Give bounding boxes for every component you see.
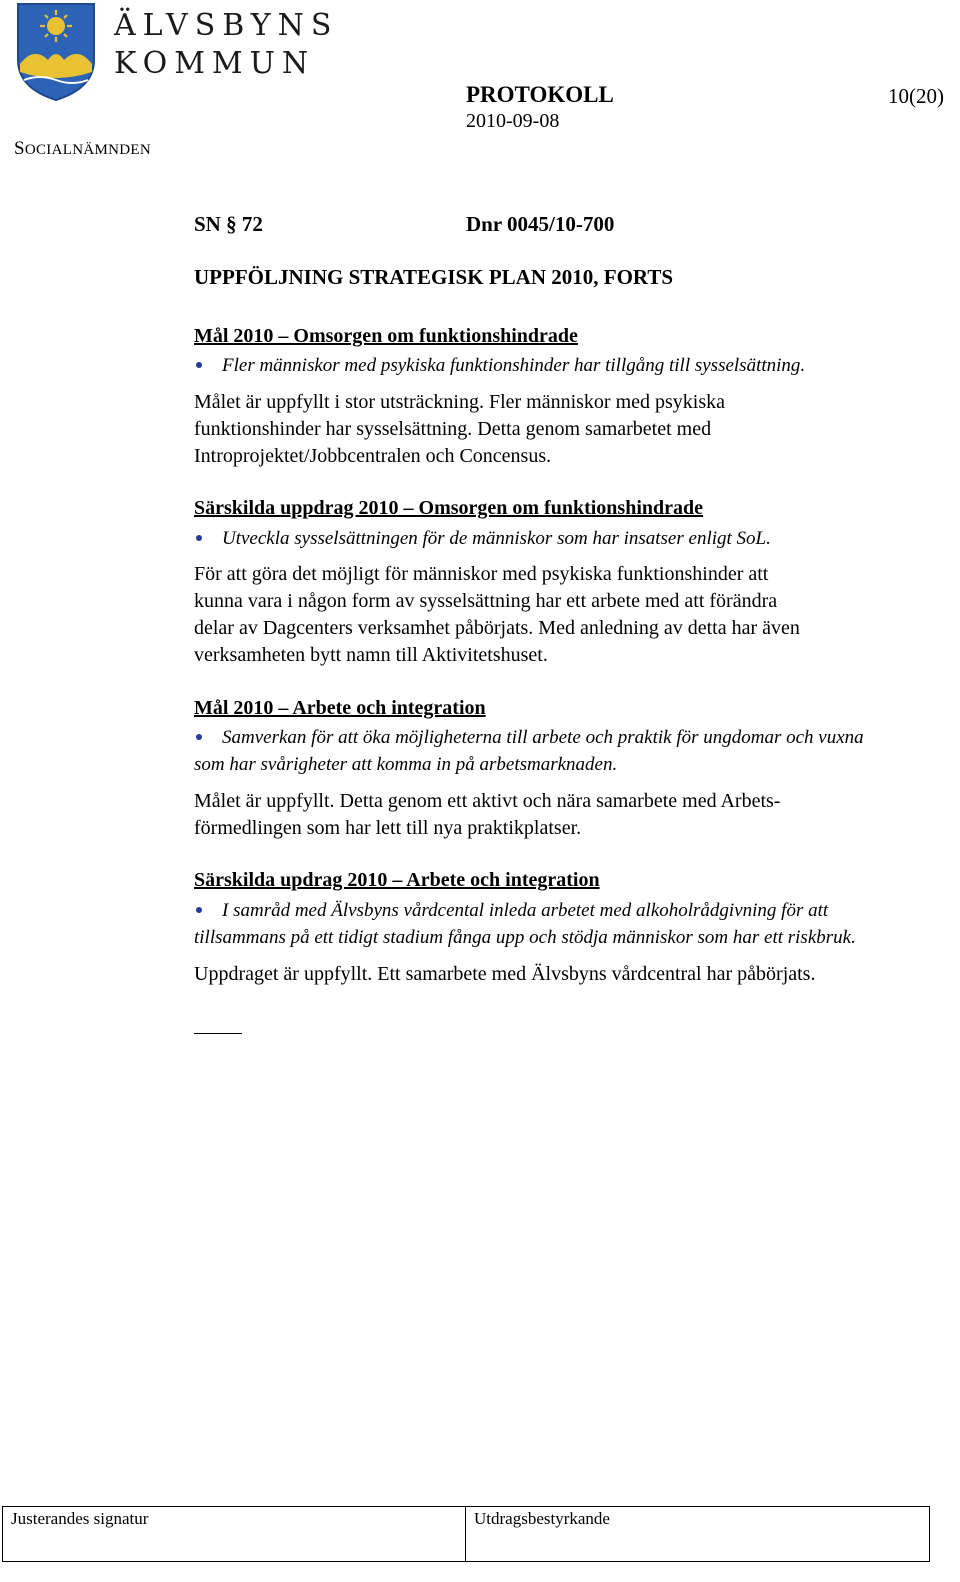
bullet-icon <box>196 734 202 740</box>
page-title: UPPFÖLJNING STRATEGISK PLAN 2010, FORTS <box>194 265 674 289</box>
bullet-text: Utveckla sysselsättningen för de människor som har insatser enligt SoL. <box>222 528 771 549</box>
page-number: 10(20) <box>888 84 944 108</box>
case-diary-number: Dnr 0045/10-700 <box>466 212 615 236</box>
section-body <box>194 961 914 988</box>
bullet-icon <box>196 907 202 913</box>
case-paragraph-number: SN § 72 <box>194 212 263 236</box>
section-heading: Mål 2010 – Arbete och integration <box>194 697 486 719</box>
extract-label: Utdragsbestyrkande <box>474 1509 610 1528</box>
body-line: Introprojektet/Jobbcentralen och Concensus. <box>194 445 552 467</box>
body-line: delar av Dagcenters verksamhet påbörjats. Med anledning av detta har även <box>194 617 800 639</box>
body-line: Målet är uppfyllt. Detta genom ett aktivt och nära samarbete med Arbets- <box>194 790 781 812</box>
section-body <box>194 788 914 842</box>
section-heading: Särskilda uppdrag 2010 – Omsorgen om funktionshindrade <box>194 497 704 519</box>
bullet-icon <box>196 535 202 541</box>
bullet-text: Fler människor med psykiska funktionshinder har tillgång till sysselsättning. <box>222 355 806 376</box>
body-line: verksamheten bytt namn till Aktivitetshuset. <box>194 644 548 666</box>
bullet-item <box>194 352 914 379</box>
department-name <box>14 138 151 160</box>
bullet-text: I samråd med Älvsbyns vårdcental inleda arbetet med alkoholrådgivning för att <box>222 900 829 921</box>
section-body <box>194 389 914 470</box>
coat-of-arms-logo <box>14 2 98 102</box>
bullet-item <box>194 897 914 951</box>
document-type: PROTOKOLL <box>466 82 614 107</box>
extract-certification-field[interactable] <box>466 1507 929 1561</box>
body-line: kunna vara i någon form av sysselsättning har ett arbete med att förändra <box>194 590 778 612</box>
document-date: 2010-09-08 <box>466 110 560 132</box>
logo-text-line1: ÄLVSBYNS <box>114 8 339 43</box>
logo-text-line2: KOMMUN <box>114 46 316 81</box>
body-line: förmedlingen som har lett till nya praktikplatser. <box>194 817 582 839</box>
bullet-text: Samverkan för att öka möjligheterna till arbete och praktik för ungdomar och vuxna <box>222 727 864 748</box>
bullet-icon <box>196 362 202 368</box>
bullet-text: som har svårigheter att komma in på arbetsmarknaden. <box>194 754 618 775</box>
body-line: Målet är uppfyllt i stor utsträckning. Fler människor med psykiska <box>194 391 726 413</box>
signature-label: Justerandes signatur <box>11 1509 149 1528</box>
body-line: funktionshinder har sysselsättning. Detta genom samarbetet med <box>194 418 712 440</box>
department-rest: OCIALNÄMNDEN <box>24 142 151 158</box>
bullet-text: tillsammans på ett tidigt stadium fånga upp och stödja människor som har ett riskbruk. <box>194 927 856 948</box>
signature-table <box>2 1506 930 1562</box>
department-initial: S <box>14 138 25 159</box>
bullet-item <box>194 525 914 552</box>
bullet-item <box>194 724 914 778</box>
body-line: För att göra det möjligt för människor med psykiska funktionshinder att <box>194 563 769 585</box>
section-heading: Särskilda updrag 2010 – Arbete och integration <box>194 869 600 891</box>
signature-field[interactable] <box>3 1507 466 1561</box>
section-heading: Mål 2010 – Omsorgen om funktionshindrade <box>194 325 578 347</box>
section-body <box>194 561 914 669</box>
end-divider <box>194 1033 242 1034</box>
body-line: Uppdraget är uppfyllt. Ett samarbete med Älvsbyns vårdcentral har påbörjats. <box>194 963 816 985</box>
